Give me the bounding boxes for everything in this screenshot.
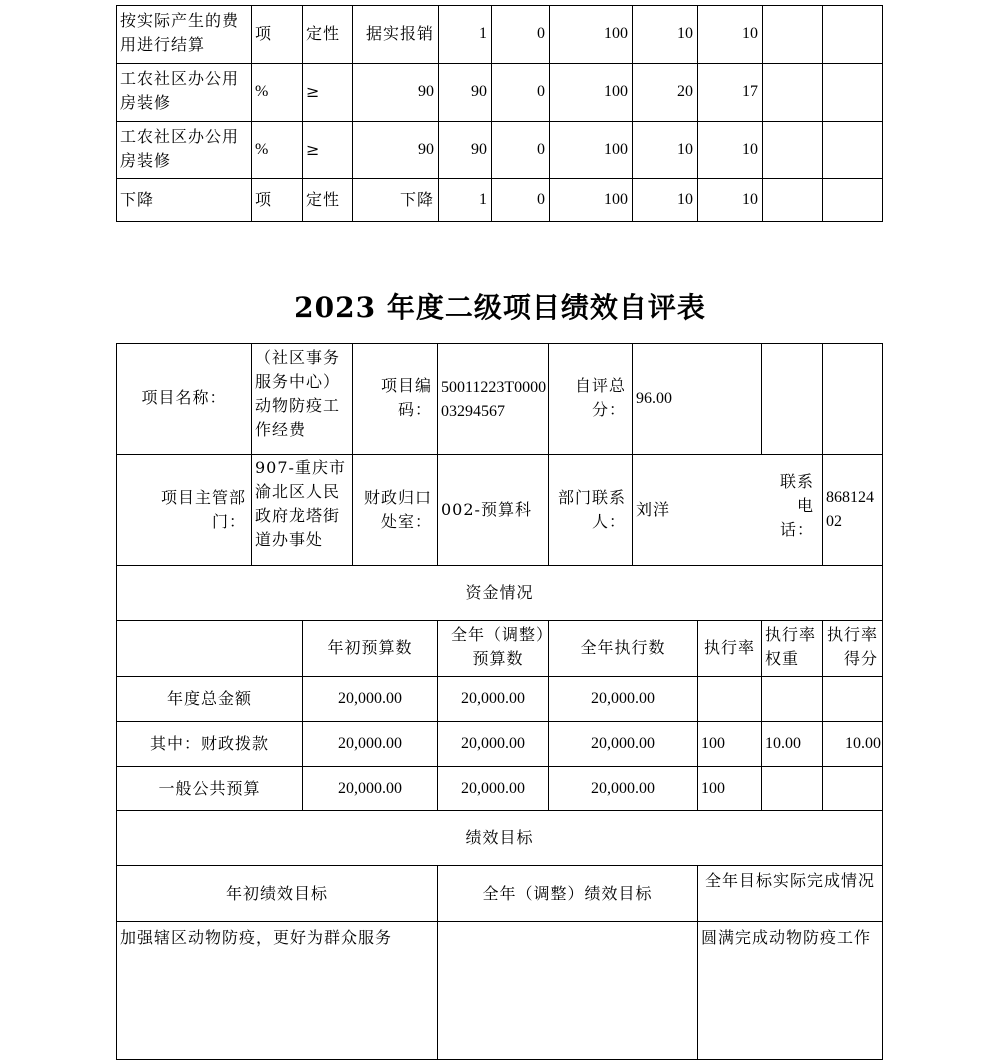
goals-header-actual: 全年目标实际完成情况 <box>704 871 875 890</box>
top-row-deviation: 0 <box>537 25 545 42</box>
funds-row-executed: 20,000.00 <box>591 735 655 752</box>
funds-header-initial: 年初预算数 <box>327 638 413 657</box>
top-row-name: 工农社区办公用房装修 <box>120 127 240 170</box>
top-row-name: 按实际产生的费用进行结算 <box>120 11 240 54</box>
funds-header-weight: 执行率权重 <box>765 625 817 668</box>
top-row-score: 17 <box>742 83 758 100</box>
project-name-label: 项目名称： <box>141 388 227 407</box>
top-row-unit: % <box>255 83 269 100</box>
top-row-target: 据实报销 <box>365 24 434 43</box>
funds-row-rate: 100 <box>701 780 725 797</box>
top-row-op: ≥ <box>306 140 321 159</box>
goals-actual-text: 圆满完成动物防疫工作 <box>701 928 872 947</box>
top-row-score: 10 <box>742 25 758 42</box>
page-title: 2023 年度二级项目绩效自评表 <box>294 291 706 324</box>
dept-value: 907-重庆市渝北区人民政府龙塔街道办事处 <box>255 458 346 549</box>
top-row-score: 10 <box>742 141 758 158</box>
goals-header-adjusted: 全年（调整）绩效目标 <box>482 884 653 903</box>
funds-row-label: 一般公共预算 <box>158 779 261 798</box>
project-code-label: 项目编码： <box>380 376 432 419</box>
funds-row-adjusted: 20,000.00 <box>461 690 525 707</box>
top-row-unit: 项 <box>255 24 273 43</box>
funds-header-rate: 执行率 <box>703 638 755 657</box>
goals-section-label: 绩效目标 <box>465 828 534 847</box>
funds-row-score: 10.00 <box>845 735 881 752</box>
funds-row-adjusted: 20,000.00 <box>461 735 525 752</box>
top-row-actual: 90 <box>471 83 487 100</box>
top-row-deviation: 0 <box>537 191 545 208</box>
contact-value: 刘洋 <box>636 500 671 519</box>
top-row-op: 定性 <box>306 24 341 43</box>
top-row-rate: 100 <box>604 83 628 100</box>
top-row-weight: 20 <box>677 83 693 100</box>
dept-label: 项目主管部门： <box>160 488 246 531</box>
top-row-actual: 1 <box>479 191 487 208</box>
goals-header-initial: 年初绩效目标 <box>225 884 328 903</box>
funds-row-label: 其中：财政拨款 <box>149 734 269 753</box>
phone-label: 联系电话： <box>779 472 814 539</box>
top-row-rate: 100 <box>604 141 628 158</box>
top-row-name: 工农社区办公用房装修 <box>120 69 240 112</box>
funds-header-adjusted: 全年（调整）预算数 <box>450 625 545 668</box>
top-row-actual: 1 <box>479 25 487 42</box>
top-row-rate: 100 <box>604 25 628 42</box>
top-row-weight: 10 <box>677 141 693 158</box>
funds-row-initial: 20,000.00 <box>338 735 402 752</box>
finance-office-value: 002-预算科 <box>441 500 532 519</box>
top-row-weight: 10 <box>677 25 693 42</box>
top-row-target: 90 <box>418 83 434 100</box>
self-score-label: 自评总分： <box>574 376 626 419</box>
funds-section-label: 资金情况 <box>465 583 534 602</box>
funds-header-executed: 全年执行数 <box>580 638 666 657</box>
top-row-op: 定性 <box>306 190 341 209</box>
top-row-name: 下降 <box>120 190 155 209</box>
funds-row-rate: 100 <box>701 735 725 752</box>
self-score-value: 96.00 <box>636 390 672 407</box>
top-row-unit: % <box>255 141 269 158</box>
top-row-target: 下降 <box>399 190 434 209</box>
project-name-value: （社区事务服务中心）动物防疫工作经费 <box>255 348 341 439</box>
top-row-op: ≥ <box>306 82 321 101</box>
funds-row-initial: 20,000.00 <box>338 780 402 797</box>
top-row-rate: 100 <box>604 191 628 208</box>
funds-row-label: 年度总金额 <box>166 689 252 708</box>
funds-row-adjusted: 20,000.00 <box>461 780 525 797</box>
funds-row-weight: 10.00 <box>765 735 801 752</box>
top-row-deviation: 0 <box>537 141 545 158</box>
top-row-deviation: 0 <box>537 83 545 100</box>
funds-row-initial: 20,000.00 <box>338 690 402 707</box>
contact-label: 部门联系人： <box>557 488 626 531</box>
funds-header-score: 执行率得分 <box>826 625 878 668</box>
phone-value: 86812402 <box>826 489 874 530</box>
finance-office-label: 财政归口处室： <box>363 488 432 531</box>
top-row-weight: 10 <box>677 191 693 208</box>
top-row-unit: 项 <box>255 190 273 209</box>
top-row-actual: 90 <box>471 141 487 158</box>
funds-row-executed: 20,000.00 <box>591 780 655 797</box>
funds-row-executed: 20,000.00 <box>591 690 655 707</box>
top-row-score: 10 <box>742 191 758 208</box>
goals-initial-text: 加强辖区动物防疫，更好为群众服务 <box>120 928 393 947</box>
top-row-target: 90 <box>418 141 434 158</box>
project-code-value: 50011223T000003294567 <box>441 379 547 420</box>
